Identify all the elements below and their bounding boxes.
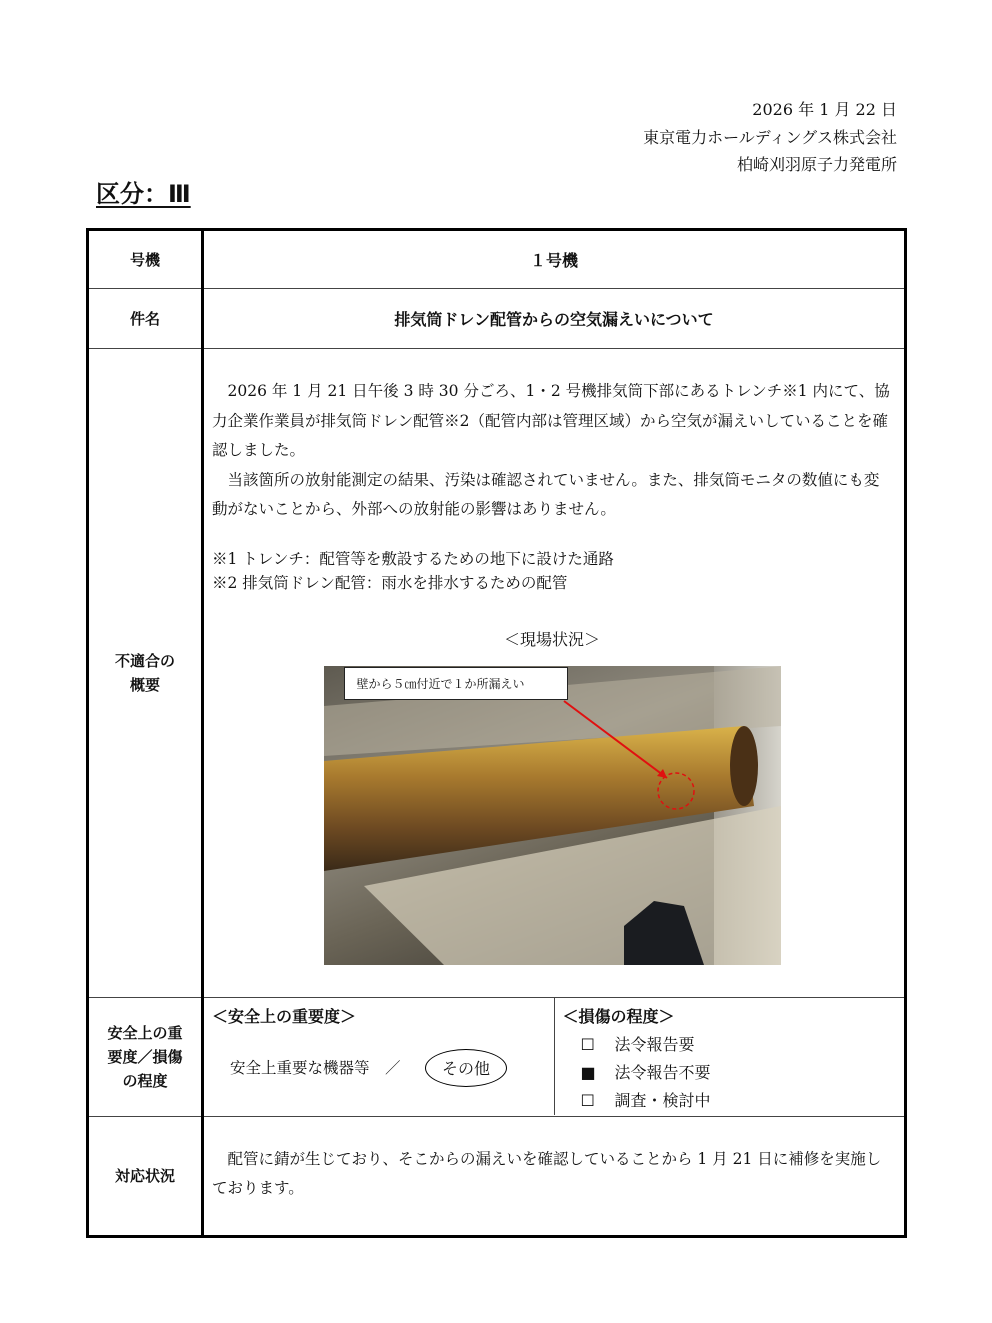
damage-option: ■ 法令報告不要 [581, 1059, 905, 1087]
document-header [643, 96, 897, 179]
summary-label-line2: 概要 [129, 676, 160, 694]
safety-row [88, 998, 906, 1117]
photo-caption: ＜現場状況＞ [503, 629, 600, 649]
response-row [88, 1117, 906, 1237]
response-content [203, 1117, 906, 1237]
damage-section [554, 998, 905, 1115]
response-text: 配管に錆が生じており、そこからの漏えいを確認していることから 1 月 21 日に補修を実施しております。 [212, 1150, 882, 1197]
company-name: 東京電力ホールディングス株式会社 [643, 127, 897, 147]
safety-label [88, 998, 203, 1117]
safety-label-line3: の程度 [122, 1072, 168, 1090]
site-photo [324, 666, 781, 965]
leak-callout: 壁から５㎝付近で１か所漏えい [344, 667, 568, 700]
damage-title: ＜損傷の程度＞ [562, 1007, 675, 1026]
footnote-1: ※1 トレンチ：配管等を敷設するための地下に設けた通路 [212, 549, 614, 568]
rusty-pipe-illustration [324, 666, 781, 965]
unit-value: １号機 [203, 230, 906, 289]
subject-row [88, 289, 906, 349]
classification-title: 区分：Ⅲ [96, 180, 191, 208]
importance-section [204, 998, 554, 1115]
plant-name: 柏崎刈羽原子力発電所 [736, 155, 897, 174]
safety-label-line1: 安全上の重 [107, 1024, 183, 1042]
importance-selected-circled: その他 [425, 1049, 507, 1087]
summary-label-line1: 不適合の [114, 652, 175, 670]
footnotes [212, 547, 892, 595]
damage-option: ☐ 調査・検討中 [581, 1087, 905, 1115]
importance-text: 安全上重要な機器等 ／ [230, 1059, 401, 1077]
checkbox-icon: ☐ [580, 1091, 595, 1110]
subject-value: 排気筒ドレン配管からの空気漏えいについて [203, 289, 906, 349]
unit-label: 号機 [88, 230, 203, 289]
issue-date: 2026 年 1 月 22 日 [752, 100, 897, 119]
safety-label-line2: 要度／損傷 [107, 1048, 183, 1066]
subject-label: 件名 [88, 289, 203, 349]
summary-row [88, 349, 906, 998]
response-label: 対応状況 [88, 1117, 203, 1237]
checkbox-icon: ☐ [580, 1035, 595, 1054]
damage-options [581, 1031, 905, 1115]
summary-label [88, 349, 203, 998]
summary-paragraph-1: 2026 年 1 月 21 日午後 3 時 30 分ごろ、1・2 号機排気筒下部にあるトレンチ※1 内にて、協力企業作業員が排気筒ドレン配管※2（配管内部は管理区域）から空気が漏えいしていることを確認しました。 [212, 382, 890, 459]
importance-title: ＜安全上の重要度＞ [212, 1007, 357, 1026]
footnote-2: ※2 排気筒ドレン配管：雨水を排水するための配管 [212, 573, 568, 592]
incident-report-table [86, 228, 907, 1238]
summary-paragraph-2: 当該箇所の放射能測定の結果、汚染は確認されていません。また、排気筒モニタの数値にも変動がないことから、外部への放射能の影響はありません。 [212, 470, 880, 518]
summary-content [203, 349, 906, 998]
damage-option: ☐ 法令報告要 [581, 1031, 905, 1059]
unit-row [88, 230, 906, 289]
safety-content [203, 998, 906, 1117]
checkbox-filled-icon: ■ [580, 1063, 596, 1082]
